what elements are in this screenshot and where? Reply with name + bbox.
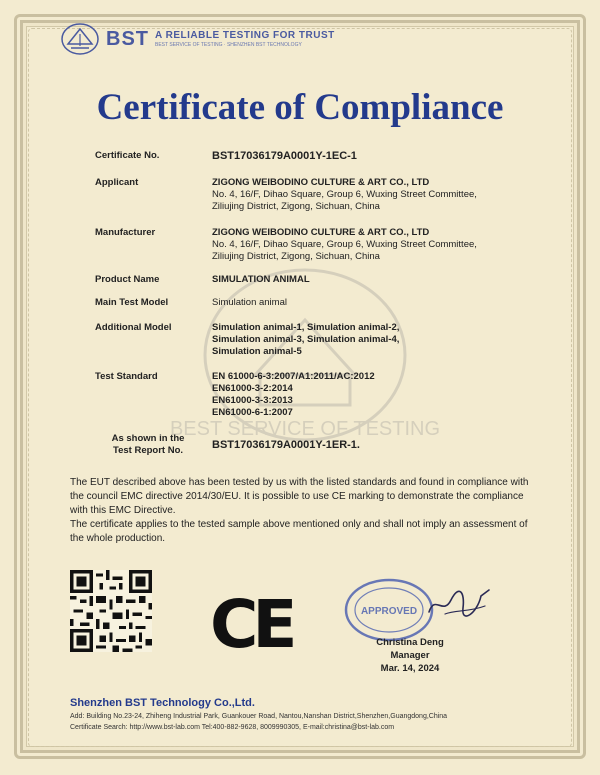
approval-stamp — [343, 576, 435, 644]
test-standard-line4: EN61000-6-1:2007 — [212, 407, 293, 418]
field-label: As shown in the — [111, 433, 185, 444]
brand-name: BST — [106, 27, 149, 50]
test-standard-line2: EN61000-3-2:2014 — [212, 383, 293, 394]
bst-logo-icon — [60, 22, 100, 56]
test-standard-line1: EN 61000-6-3:2007/A1:2011/AC:2012 — [212, 371, 375, 382]
tagline: A RELIABLE TESTING FOR TRUST — [155, 30, 335, 41]
applicant-address-line1: No. 4, 16/F, Dihao Square, Group 6, Wuxing Street Committee, — [212, 189, 477, 200]
qr-code-icon — [70, 570, 152, 652]
test-standard-line3: EN61000-3-3:2013 — [212, 395, 293, 406]
ce-mark: CE — [210, 586, 292, 663]
signatory-title: Manager — [390, 650, 430, 661]
certificate-title: Certificate of Compliance — [96, 87, 504, 128]
field-label: Main Test Model — [95, 297, 169, 308]
manufacturer-address-line2: Ziliujing District, Zigong, Sichuan, China — [212, 251, 380, 262]
applicant-address-line2: Ziliujing District, Zigong, Sichuan, China — [212, 201, 380, 212]
issuer-address: Add: Building No.23-24, Zhiheng Industrial Park, Guankouer Road, Nantou,Nanshan District,Shenzhen,Guangdong,China — [70, 713, 448, 720]
handwritten-signature — [425, 586, 495, 620]
footer — [70, 697, 540, 731]
applicant-name: ZIGONG WEIBODINO CULTURE & ART CO., LTD — [212, 177, 430, 188]
watermark-text: BEST SERVICE OF TESTING — [169, 418, 441, 440]
certificate-number: BST17036179A0001Y-1EC-1 — [212, 150, 357, 162]
additional-model-line3: Simulation animal-5 — [212, 346, 302, 357]
field-label: Manufacturer — [95, 227, 156, 238]
main-test-model: Simulation animal — [212, 297, 287, 308]
header — [60, 22, 335, 56]
manufacturer-address-line1: No. 4, 16/F, Dihao Square, Group 6, Wuxing Street Committee, — [212, 239, 477, 250]
stamp-text: APPROVED — [360, 606, 418, 617]
issuer-contact: Certificate Search: http://www.bst-lab.com Tel:400-882-9628, 8009990305, E-mail:christina@bst-lab.com — [70, 724, 395, 731]
test-report-number: BST17036179A0001Y-1ER-1. — [212, 439, 360, 451]
issuer-company: Shenzhen BST Technology Co.,Ltd. — [70, 697, 255, 709]
field-label: Test Standard — [95, 371, 158, 382]
statement-paragraph: The EUT described above has been tested by us with the listed standards and found in compliance with the council EMC directive 2014/30/EU. It is possible to use CE marking to demonstrate the compliance with this EMC Directive. — [70, 477, 529, 516]
field-label: Certificate No. — [95, 150, 160, 161]
manufacturer-name: ZIGONG WEIBODINO CULTURE & ART CO., LTD — [212, 227, 430, 238]
additional-model-line1: Simulation animal-1, Simulation animal-2, — [212, 322, 400, 333]
field-label: Test Report No. — [112, 445, 184, 456]
tagline-sub: BEST SERVICE OF TESTING · SHENZHEN BST TECHNOLOGY — [155, 42, 302, 48]
additional-model-line2: Simulation animal-3, Simulation animal-4, — [212, 334, 400, 345]
signatory-block — [355, 636, 465, 675]
issue-date: Mar. 14, 2024 — [380, 663, 440, 674]
field-label: Applicant — [95, 177, 139, 188]
compliance-statement — [70, 476, 535, 546]
signatory-name: Christina Deng — [376, 637, 444, 648]
field-label: Additional Model — [95, 322, 172, 333]
product-name: SIMULATION ANIMAL — [212, 274, 310, 285]
field-label: Product Name — [95, 274, 160, 285]
statement-paragraph: The certificate applies to the tested sample above mentioned only and shall not imply an assessment of the whole production. — [70, 519, 528, 544]
